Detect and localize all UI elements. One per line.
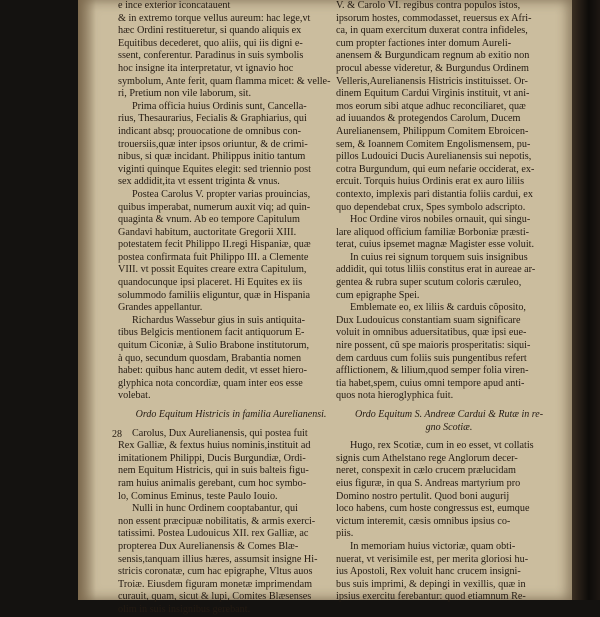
section-heading-histrix: Ordo Equitum Histricis in familia Aurelianensi.	[135, 409, 327, 420]
text-line: Troiæ. Eiusdem figuram monetæ imprimendam	[118, 578, 313, 590]
text-line: stricis coronatæ, cum hac epigraphe, Vltus auos	[118, 566, 313, 578]
text-line: terat, cuius ipsemet magnæ Magister esse voluit.	[336, 239, 535, 251]
text-line: Carolus, Dux Aurelianensis, qui postea fuit	[132, 427, 308, 439]
text-line: solummodo familiis eliguntur, quæ in Hispania	[118, 289, 311, 301]
text-line: nem Equitum Histricis, qui in suis balteis figu-	[118, 465, 309, 477]
text-line: trouersiis,quæ inter ipsos oriuntur, & de crimi-	[118, 138, 308, 150]
text-line: Equitibus decederet, quo aliis, qui iis digni e-	[118, 37, 303, 49]
text-line: hoc insigne ita interpretatur, vt ignavio hoc	[118, 62, 294, 74]
text-line: pillos Ludouici Ducis Aurelianensis sui nepotis,	[336, 151, 532, 163]
text-line: VIII. vt possit Equites creare extra Capitulum,	[118, 264, 307, 276]
text-line: cum epigraphe Spei.	[336, 289, 420, 301]
left-block-4	[118, 315, 344, 403]
text-line: viginti quinque Equites elegit: sed triennio post	[118, 163, 311, 175]
text-line: quos nota hieroglyphica fuit.	[336, 390, 454, 402]
text-line: imitationem Philippi, Ducis Burgundiæ, Ordi-	[118, 452, 306, 464]
text-line: tibus Belgicis mentionem facit antiquorum E-	[118, 327, 305, 339]
text-line: Aurelianensem, Philippum Comitem Ebroicen-	[336, 125, 529, 137]
text-line: ssent, conferentur. Paradinus in suis symbolis	[118, 50, 304, 62]
text-line: curauit, quam, sicut & lupi, Comites Blæsenses	[118, 591, 312, 603]
left-block-2	[118, 101, 344, 189]
text-line: hæc Ordini restitueretur, si quando aliquis ex	[118, 25, 302, 37]
text-line: potestatem fecit Philippo II.regi Hispaniæ, quæ	[118, 239, 311, 251]
text-line: quitum Ciconiæ, à Sulio Brabone institutorum,	[118, 340, 310, 352]
page-gutter-shadow	[78, 0, 96, 600]
text-line: Ordo Equitum S. Andreæ Cardui & Rutæ in re-	[354, 409, 544, 420]
text-line: sex addidit,ita vt essent triginta & vnus.	[118, 176, 280, 188]
text-line: propterea Dux Aurelianensis & Comes Blæ-	[118, 540, 299, 552]
margin-number: 28	[112, 428, 122, 440]
text-line: non essent præcipuæ nobilitatis, & armis exerci-	[118, 515, 316, 527]
text-line: eius figuræ, in qua S. Andreas martyrium pro	[336, 477, 521, 489]
text-line: bus suis imprimi, & depingi in vexillis, quæ in	[336, 578, 526, 590]
text-line: Domino nostro pertulit. Quod boni augurij	[336, 490, 510, 502]
text-line: V. & Carolo VI. regibus contra populos istos,	[336, 0, 521, 11]
text-line: volebat.	[118, 390, 151, 402]
text-line: e ince exterior iconcatauent	[118, 0, 231, 11]
text-line: & in extremo torque vellus aureum: hac lege,vt	[118, 12, 311, 24]
text-line: dem carduus cum foliis suis pungentibus refert	[336, 352, 527, 364]
text-line: ius Apostoli, Rex voluit hanc crucem insigni-	[336, 566, 521, 578]
text-line: Hoc Ordine viros nobiles ornauit, qui singu-	[350, 214, 531, 226]
text-line: indicant absq; prouocatione de omnibus con-	[118, 125, 302, 137]
text-line: ad iuuandos & protegendos Carolum, Ducem	[336, 113, 521, 125]
text-line: Prima officia huius Ordinis sunt, Cancella-	[132, 100, 307, 112]
text-line: quaginta & vnum. Ab eo tempore Capitulum	[118, 214, 300, 226]
text-line: Rex Galliæ, & fextus huius nominis,instituit ad	[118, 440, 311, 452]
text-line: In cuius rei signum torquem suis insignibus	[350, 251, 528, 263]
text-line: symbolum, Ante ferit, quam flamma micet: & velle-	[118, 75, 331, 87]
text-line: signis cum Athelstano rege Anglorum decer-	[336, 452, 518, 464]
text-line: Emblemate eo, ex liliis & carduis cõposito,	[350, 302, 526, 314]
text-line: olim in suis insignibus gerebant.	[118, 603, 251, 615]
text-line: ercuit. Torquis huius Ordinis erat ex auro liliis	[336, 176, 525, 188]
text-line: Dux Ludouicus constantiam suam significare	[336, 314, 521, 326]
text-line: sensis,tanquam illius hæres, assumsit insigne Hi-	[118, 553, 318, 565]
text-line: nuerat, vt verisimile est, per merita gloriosi hu-	[336, 553, 529, 565]
text-line: gentea & rubra super scutum coloris cæruleo,	[336, 277, 522, 289]
left-block-1	[118, 0, 344, 101]
book-edge	[572, 0, 600, 600]
text-line: quandocunque ipsi placeret. Hi Equites ex iis	[118, 277, 303, 289]
text-line: loco habens, cum hoste congressus est, eumque	[336, 503, 530, 515]
right-block-3	[336, 252, 562, 302]
text-line: neret, conspexit in cælo crucem prælucidam	[336, 465, 516, 477]
text-line: dinem Equitum Cardui Virginis instituit, vt ani-	[336, 88, 530, 100]
left-block-3	[118, 189, 344, 315]
text-line: procul abesse videretur, & Burgundus Ordinem	[336, 62, 529, 74]
text-line: gno Scotiæ.	[425, 421, 473, 433]
text-line: postea confirmata fuit Philippo III. a Clemente	[118, 251, 309, 263]
text-line: voluit in omnibus aduersitatibus, quæ ipsi eue-	[336, 327, 527, 339]
text-line: ca, in quam exercitum duxerat contra infideles,	[336, 25, 528, 37]
text-line: sem, & Ioannem Comitem Engolismensem, pu-	[336, 138, 531, 150]
text-line: tia habet,spem, cuius omni tempore apud anti-	[336, 377, 525, 389]
text-line: Nulli in hunc Ordinem cooptabantur, qui	[132, 503, 298, 515]
text-line: ipsius exercitu ferebantur: quod etiamnum Re-	[336, 591, 526, 603]
text-line: contexto, implexis pari distantia foliis cardui, ex	[336, 188, 533, 200]
text-line: quibus imperabat, numerum auxit viq; ad quin-	[118, 201, 311, 213]
text-line: Velleris,Aurelianensis Histricis instituisset. Or-	[336, 75, 528, 87]
text-line: lo, Cominus Eminus, teste Paulo Iouio.	[118, 490, 278, 502]
text-line: tatissimi. Postea Ludouicus XII. rex Galliæ, ac	[118, 528, 309, 540]
text-line: piis.	[336, 528, 354, 540]
text-line: ram huius animalis gerebant, cum hoc symbo-	[118, 477, 307, 489]
text-line: Hugo, rex Scotiæ, cum in eo esset, vt collatis	[350, 440, 534, 452]
right-block-2	[336, 214, 562, 252]
left-block-5	[118, 428, 344, 504]
text-line: Grandes appellantur.	[118, 302, 203, 314]
text-line: à quo, secundum quosdam, Brabantia nomen	[118, 352, 302, 364]
text-line: ipsorum hostes, commodasset, reuersus ex Afri-	[336, 12, 532, 24]
text-line: rius, Thesaurarius, Fecialis & Graphiarius, qui	[118, 113, 307, 125]
left-block-6	[118, 503, 344, 616]
section-heading-st-andrew	[336, 409, 562, 434]
text-line: Gandavi habitum, auctoritate Gregorii XIII.	[118, 226, 297, 238]
right-block-4	[336, 302, 562, 403]
right-block-1	[336, 0, 562, 214]
text-line: cum propter factiones inter domum Aureli-	[336, 37, 512, 49]
text-line: victum interemit, cæsis omnibus ipsius co-	[336, 515, 511, 527]
text-line: mos eorum sibi atque adhuc reconciliaret, quæ	[336, 100, 526, 112]
left-text-column	[118, 0, 344, 617]
text-line: In memoriam huius victoriæ, quam obti-	[350, 540, 516, 552]
text-line: habet: quibus hanc autem dedit, vt esset hiero-	[118, 365, 307, 377]
right-block-5	[336, 440, 562, 541]
text-line: nire possent, cũ spe maioris prosperitatis: siqui-	[336, 340, 531, 352]
text-line: cotra Burgundum, qui eum nefarie occiderat, ex-	[336, 163, 535, 175]
right-text-column	[336, 0, 562, 604]
text-line: Postea Carolus V. propter varias prouincias,	[132, 188, 311, 200]
text-line: addidit, qui totus liliis constitus erat in aureae ar-	[336, 264, 536, 276]
text-line: Richardus Wassebur gius in suis antiquita-	[132, 314, 306, 326]
right-block-6	[336, 541, 562, 604]
text-line: ri, Pretium non vile laborum, sit.	[118, 88, 251, 100]
text-line: afflictionem, & lilium,quod semper folia viren-	[336, 365, 529, 377]
text-line: quo dependebat crux, Spes symbolo adscripto.	[336, 201, 526, 213]
text-line: glyphica nota concordiæ, quam inter eos esse	[118, 377, 303, 389]
text-line: anensem & Burgundicam regnum ab exitio non	[336, 50, 530, 62]
text-line: lare aliquod officium familiæ Borboniæ præsti-	[336, 226, 530, 238]
text-line: nibus, si quæ incidant. Philippus initio tantum	[118, 151, 306, 163]
